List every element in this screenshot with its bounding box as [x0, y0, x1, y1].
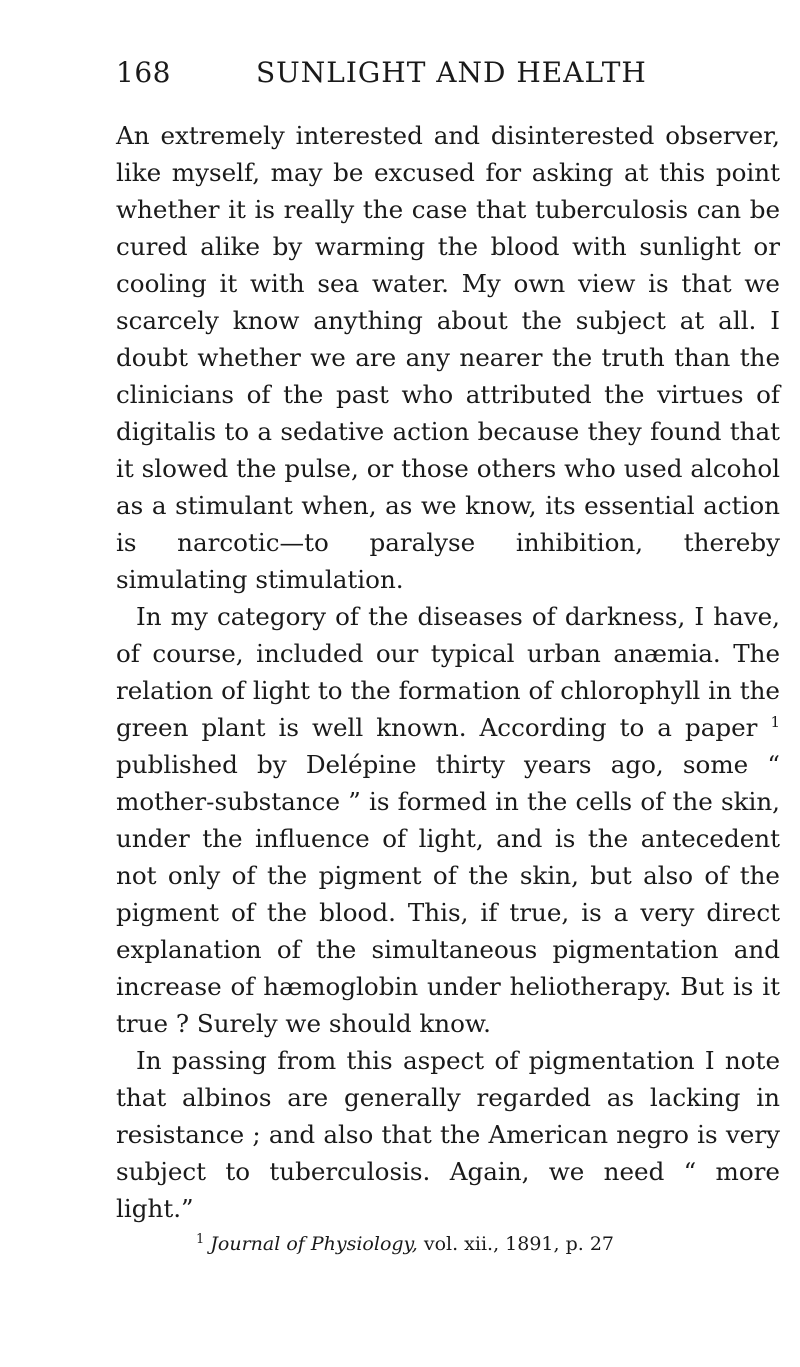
running-title: SUNLIGHT AND HEALTH [256, 56, 647, 89]
page-header [116, 56, 780, 102]
page-number: 168 [116, 56, 171, 89]
paragraph-2-text-end: published by Delépine thirty years ago, some “ mother-substance ” is formed in the cells of the skin, under the influence of light, and is the antecedent not only of the pigment of the skin, but also of the pigment of the blood. This, if true, is a very direct explanation of the simultaneous pigmentation and increase of hæmoglobin under heliotherapy. But is it true ? Surely we should know. [116, 750, 780, 1038]
paragraph-2-text-start: In my category of the diseases of darkness, I have, of course, included our typical urban anæmia. The relation of light to the formation of chlorophyll in the green plant is well known. According to a paper [116, 602, 780, 742]
footnote-reference: 1 [770, 713, 780, 731]
footnote [116, 1231, 780, 1257]
paragraph-1: An extremely interested and disinterested observer, like myself, may be excused for asking at this point whether it is really the case that tuberculosis can be cured alike by warming the blood with sunlight or cooling it with sea water. My own view is that we scarcely know anything about the subject at all. I doubt whether we are any nearer the truth than the clinicians of the past who attributed the virtues of digitalis to a sedative action because they found that it slowed the pulse, or those others who used alcohol as a stimulant when, as we know, its essential action is narcotic—to paralyse inhibition, thereby simulating stimulation. [116, 121, 780, 594]
paragraph-3: In passing from this aspect of pigmentation I note that albinos are generally regarded as lacking in resistance ; and also that the American negro is very subject to tuberculosis. Again, we need “ more light.” [116, 1046, 780, 1223]
book-page [116, 56, 780, 1257]
paragraph-2 [116, 598, 780, 1042]
footnote-journal: Journal of Physiology, [210, 1233, 418, 1255]
body-text [116, 117, 780, 1227]
footnote-mark: 1 [196, 1232, 205, 1247]
footnote-details: vol. xii., 1891, p. 27 [423, 1233, 615, 1255]
